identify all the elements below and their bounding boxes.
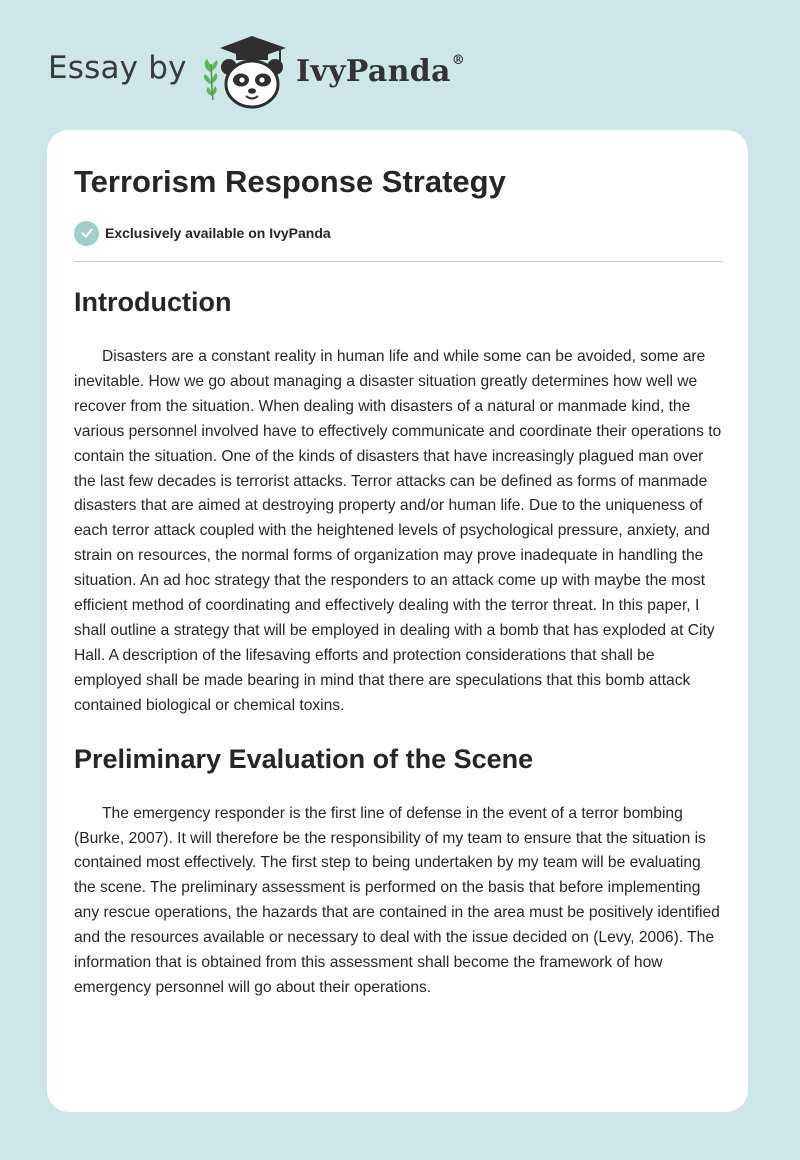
essay-card (47, 130, 748, 1112)
check-icon (74, 221, 99, 246)
panda-graduate-logo-icon (200, 34, 292, 110)
essay-title: Terrorism Response Strategy (74, 164, 506, 199)
section-paragraph-preliminary-evaluation: The emergency responder is the first line of defense in the event of a terror bombing (Burke, 2007). It will therefore be the responsibility of my team to ensure that the situation is contained most effectively. The first step to being undertaken by my team will be evaluating the scene. The preliminary assessment is performed on the basis that before implementing any rescue operations, the hazards that are contained in the area must be positively identified and the resources available or necessary to deal with the issue decided on (Levy, 2006). The information that is obtained from this assessment shall become the framework of how emergency personnel will go about their operations. (74, 804, 720, 996)
brand-name[interactable]: IvyPanda® (296, 53, 466, 89)
exclusive-badge (74, 220, 331, 246)
registered-mark: ® (451, 53, 466, 68)
essay-by-label: Essay by (48, 50, 187, 86)
title-divider (74, 261, 723, 262)
exclusive-label: Exclusively available on IvyPanda (105, 225, 331, 241)
site-header (0, 0, 800, 130)
section-paragraph-introduction: Disasters are a constant reality in human life and while some can be avoided, some are inevitable. How we go about managing a disaster situation greatly determines how well we recover from the situation. When dealing with disasters of a natural or manmade kind, the various personnel involved have to effectively communicate and coordinate their operations to contain the situation. One of the kinds of disasters that have increasingly plagued man over the last few decades is terrorist attacks. Terror attacks can be defined as forms of manmade disasters that are aimed at destroying property and/or human life. Due to the uniqueness of each terror attack coupled with the heightened levels of psychological pressure, anxiety, and strain on resources, the normal forms of organization may prove inadequate in handling the situation. An ad hoc strategy that the responders to an attack come up with maybe the most efficient method of coordinating and effectively dealing with the terror threat. In this paper, I shall outline a strategy that will be employed in dealing with a bomb that has exploded at City Hall. A description of the lifesaving efforts and protection considerations that shall be employed shall be made bearing in mind that there are speculations that this bomb attack contained biological or chemical toxins. (74, 348, 722, 714)
section-heading-introduction: Introduction (74, 287, 232, 317)
essay-content (74, 282, 724, 1001)
section-heading-preliminary-evaluation: Preliminary Evaluation of the Scene (74, 743, 534, 774)
